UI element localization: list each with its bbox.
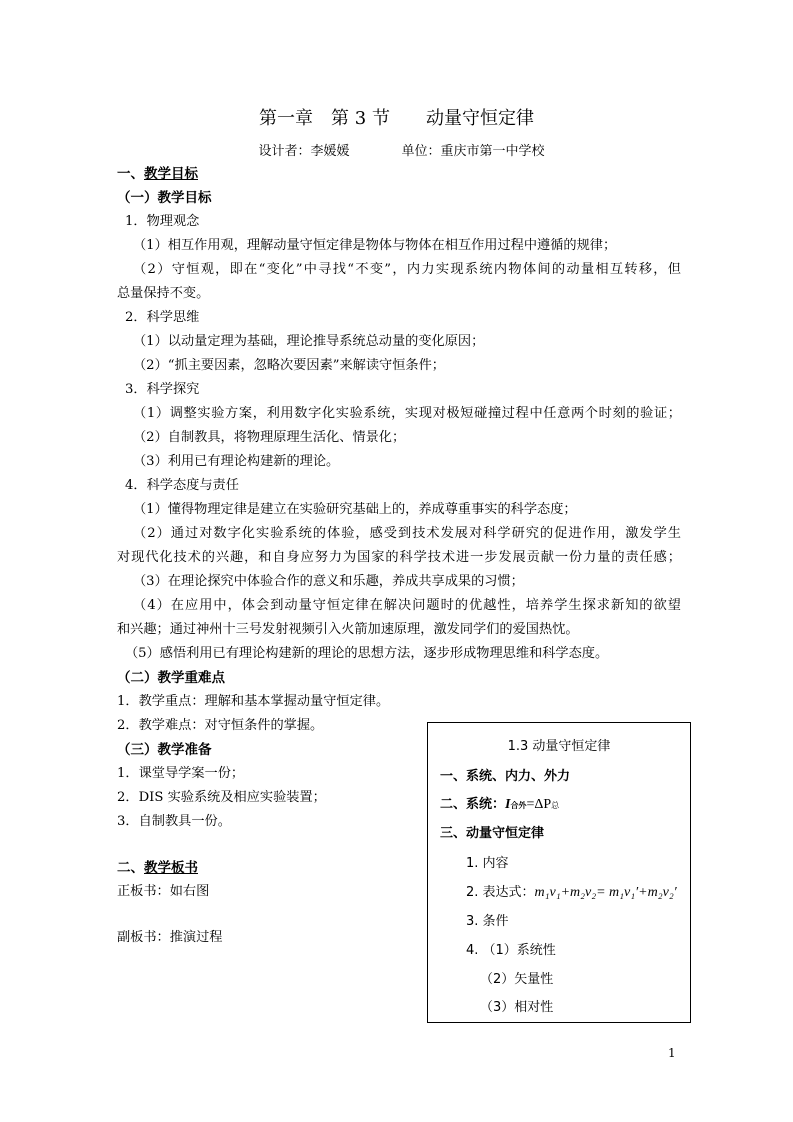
page-number: 1: [668, 1046, 676, 1060]
section-title: 教学板书: [144, 860, 198, 876]
paragraph: （4）在应用中，体会到动量守恒定律在解决问题时的优越性，培养学生探求新知的欲望: [133, 598, 681, 613]
paragraph: 1．教学重点：理解和基本掌握动量守恒定律。: [117, 694, 390, 709]
paragraph: 1．课堂导学案一份；: [117, 766, 245, 781]
paragraph: 总量保持不变。: [117, 286, 210, 301]
subheading: （一）教学目标: [117, 190, 212, 206]
formula-subscript: 合外: [510, 801, 527, 810]
paragraph: 2．教学难点：对守恒条件的掌握。: [117, 718, 324, 733]
board-title: 1.3 动量守恒定律: [507, 739, 611, 754]
paragraph: 对现代化技术的兴趣，和自身应努力为国家的科学技术进一步发展贡献一份力量的责任感；: [117, 550, 681, 565]
paragraph: （2）守恒观，即在“变化”中寻找“不变”，内力实现系统内物体间的动量相互转移，但: [133, 262, 681, 277]
board-line: （2）矢量性: [480, 972, 554, 987]
board-line: [466, 881, 677, 901]
paragraph: 3．自制教具一份。: [117, 814, 231, 829]
paragraph: （1）相互作用观，理解动量守恒定律是物体与物体在相互作用过程中遵循的规律；: [133, 238, 617, 253]
paragraph: 4．科学态度与责任: [125, 478, 239, 493]
paragraph: （3）利用已有理论构建新的理论。: [133, 454, 340, 469]
page-title: 第一章 第 3 节 动量守恒定律: [259, 108, 534, 129]
section-heading-1: [117, 162, 681, 186]
paragraph: （1）以动量定理为基础，理论推导系统总动量的变化原因；: [133, 334, 485, 349]
board-text: 2. 表达式：: [466, 885, 535, 900]
subheading: （三）教学准备: [117, 742, 212, 758]
section-number: 一、: [117, 166, 144, 182]
paragraph: 和兴趣；通过神州十三号发射视频引入火箭加速原理，激发同学们的爱国热忱。: [117, 622, 579, 637]
section-title: 教学目标: [144, 166, 198, 182]
author-line: 设计者：李媛媛 单位：重庆市第一中学校: [258, 144, 545, 159]
paragraph: （2）通过对数字化实验系统的体验，感受到技术发展对科学研究的促进作用，激发学生: [133, 526, 681, 541]
momentum-formula: m₁v₁+m₂v₂= m₁v₁′+m₂v₂′: [534, 885, 677, 900]
board-line: 4. （1）系统性: [466, 943, 556, 958]
paragraph: （2）自制教具，将物理原理生活化、情景化；: [133, 430, 406, 445]
board-line: （3）相对性: [480, 1000, 554, 1015]
formula-subscript: 总: [551, 801, 560, 810]
formula-part: I: [505, 797, 511, 812]
board-line: [440, 793, 559, 813]
board-line: 三、动量守恒定律: [440, 826, 545, 841]
section-number: 二、: [117, 860, 144, 876]
paragraph: （5）感悟利用已有理论构建新的理论的思想方法，逐步形成物理思维和科学态度。: [125, 646, 609, 661]
subheading: （二）教学重难点: [117, 670, 225, 686]
paragraph: （1）调整实验方案，利用数字化实验系统，实现对极短碰撞过程中任意两个时刻的验证；: [133, 406, 681, 421]
paragraph: （2）“抓主要因素，忽略次要因素”来解读守恒条件；: [133, 358, 445, 373]
blackboard-outline-box: [427, 722, 691, 1023]
paragraph: 正板书：如右图: [117, 884, 210, 899]
paragraph: 副板书：推演过程: [117, 930, 223, 945]
paragraph: 3．科学探究: [125, 382, 200, 397]
paragraph: 2．科学思维: [125, 310, 200, 325]
board-text: 二、系统：: [440, 797, 506, 812]
board-line: 3. 条件: [466, 914, 509, 929]
paragraph: （3）在理论探究中体验合作的意义和乐趣，养成共享成果的习惯；: [133, 574, 524, 589]
board-line: 一、系统、内力、外力: [440, 769, 571, 784]
paragraph: （1）懂得物理定律是建立在实验研究基础上的，养成尊重事实的科学态度；: [133, 502, 577, 517]
paragraph: 2．DIS 实验系统及相应实验装置；: [117, 790, 326, 805]
paragraph: 1．物理观念: [125, 214, 200, 229]
board-line: 1. 内容: [466, 856, 509, 871]
formula-part: =ΔP: [526, 797, 552, 812]
